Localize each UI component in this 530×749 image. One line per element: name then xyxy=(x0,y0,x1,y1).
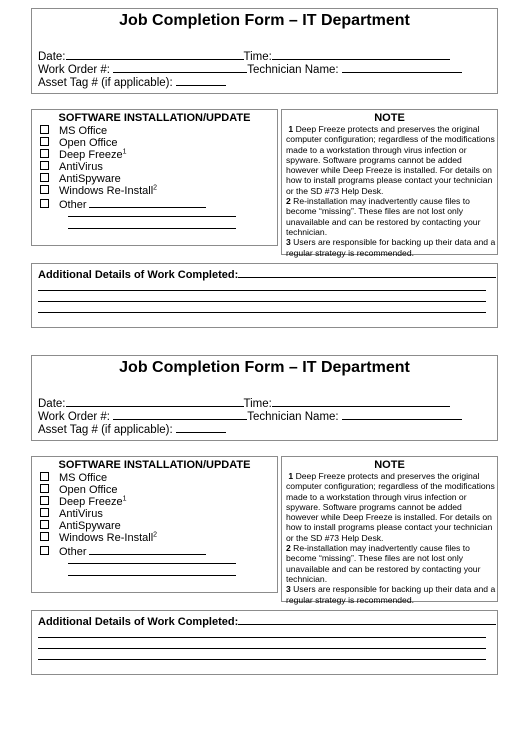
time-label: Time: xyxy=(243,398,272,410)
details-line[interactable] xyxy=(38,290,486,291)
software-item[interactable]: AntiVirus xyxy=(40,161,103,173)
date-label: Date: xyxy=(38,398,66,410)
checkbox[interactable] xyxy=(40,149,49,158)
checkbox[interactable] xyxy=(40,546,49,555)
date-field[interactable] xyxy=(66,396,244,407)
checkbox[interactable] xyxy=(40,185,49,194)
details-section xyxy=(31,263,498,328)
details-title: Additional Details of Work Completed: xyxy=(38,268,496,281)
form-copy-1 xyxy=(0,0,530,342)
other-field[interactable] xyxy=(89,544,206,555)
time-label: Time: xyxy=(243,51,272,63)
note-title: NOTE xyxy=(374,459,405,471)
note-item: 3 Users are responsible for backing up their data and a regular strategy is recommended. xyxy=(286,237,496,258)
note-item: 2 Re-installation may inadvertently cause files to become “missing”. These files are not lost only unavailable and can be restored by contacting your technician. xyxy=(286,196,481,237)
details-line[interactable] xyxy=(38,312,486,313)
software-item[interactable]: Open Office xyxy=(40,137,118,149)
header-section xyxy=(31,8,498,94)
note-body xyxy=(286,124,496,258)
time-field[interactable] xyxy=(272,396,450,407)
checkbox[interactable] xyxy=(40,532,49,541)
note-section xyxy=(281,456,498,605)
details-line[interactable] xyxy=(38,659,486,660)
asset-tag-label: Asset Tag # (if applicable): xyxy=(38,424,173,436)
checkbox[interactable] xyxy=(40,199,49,208)
checkbox[interactable] xyxy=(40,484,49,493)
software-section xyxy=(31,456,278,593)
checkbox[interactable] xyxy=(40,496,49,505)
other-line[interactable] xyxy=(68,575,236,576)
details-title: Additional Details of Work Completed: xyxy=(38,615,496,628)
form-copy-2 xyxy=(0,347,530,689)
note-section xyxy=(281,109,498,258)
checkbox[interactable] xyxy=(40,161,49,170)
note-item: 2 Re-installation may inadvertently cause files to become “missing”. These files are not lost only unavailable and can be restored by contacting your technician. xyxy=(286,543,481,584)
software-item[interactable]: Deep Freeze$^1$ xyxy=(40,496,127,508)
checkbox[interactable] xyxy=(40,137,49,146)
software-item[interactable]: MS Office xyxy=(40,125,107,137)
details-field[interactable] xyxy=(238,615,496,625)
checkbox[interactable] xyxy=(40,173,49,182)
other-line[interactable] xyxy=(68,563,236,564)
asset-tag-label: Asset Tag # (if applicable): xyxy=(38,77,173,89)
details-line[interactable] xyxy=(38,301,486,302)
details-section xyxy=(31,610,498,675)
details-field[interactable] xyxy=(238,268,496,278)
note-item: 3 Users are responsible for backing up their data and a regular strategy is recommended. xyxy=(286,584,496,605)
checkbox[interactable] xyxy=(40,472,49,481)
date-field[interactable] xyxy=(66,49,244,60)
time-field[interactable] xyxy=(272,49,450,60)
software-item-other[interactable]: Other xyxy=(40,197,206,211)
date-label: Date: xyxy=(38,51,66,63)
form-title: Job Completion Form – IT Department xyxy=(119,12,410,29)
asset-tag-row xyxy=(38,75,226,90)
technician-label: Technician Name: xyxy=(247,411,339,423)
other-line[interactable] xyxy=(68,216,236,217)
note-item: 1 Deep Freeze protects and preserves the original computer configuration; regardless of the modifications made to a workstation through virus infection or spyware. Software programs cannot be added however while Deep Freeze is installed. For details on how to install programs please contact your technician or the SD #73 Help Desk. xyxy=(286,124,495,196)
software-item[interactable]: AntiVirus xyxy=(40,508,103,520)
work-order-field[interactable] xyxy=(113,62,247,73)
work-order-label: Work Order #: xyxy=(38,64,110,76)
software-title: SOFTWARE INSTALLATION/UPDATE xyxy=(58,112,251,124)
checkbox[interactable] xyxy=(40,125,49,134)
details-line[interactable] xyxy=(38,648,486,649)
software-item[interactable]: Windows Re-Install$^2$ xyxy=(40,185,157,197)
other-line[interactable] xyxy=(68,228,236,229)
software-item[interactable]: AntiSpyware xyxy=(40,520,121,532)
note-item: 1 Deep Freeze protects and preserves the original computer configuration; regardless of the modifications made to a workstation through virus infection or spyware. Software programs cannot be added however while Deep Freeze is installed. For details on how to install programs please contact your technician or the SD #73 Help Desk. xyxy=(286,471,495,543)
checkbox[interactable] xyxy=(40,520,49,529)
details-line[interactable] xyxy=(38,637,486,638)
software-item[interactable]: MS Office xyxy=(40,472,107,484)
software-item[interactable]: Open Office xyxy=(40,484,118,496)
note-title: NOTE xyxy=(374,112,405,124)
form-title: Job Completion Form – IT Department xyxy=(119,359,410,376)
checkbox[interactable] xyxy=(40,508,49,517)
work-order-field[interactable] xyxy=(113,409,247,420)
note-body xyxy=(286,471,496,605)
software-title: SOFTWARE INSTALLATION/UPDATE xyxy=(58,459,251,471)
software-section xyxy=(31,109,278,246)
software-item[interactable]: Deep Freeze$^1$ xyxy=(40,149,127,161)
software-item[interactable]: Windows Re-Install$^2$ xyxy=(40,532,157,544)
header-section xyxy=(31,355,498,441)
asset-tag-field[interactable] xyxy=(176,75,226,86)
asset-tag-field[interactable] xyxy=(176,422,226,433)
work-order-label: Work Order #: xyxy=(38,411,110,423)
software-item-other[interactable]: Other xyxy=(40,544,206,558)
technician-field[interactable] xyxy=(342,409,462,420)
software-item[interactable]: AntiSpyware xyxy=(40,173,121,185)
technician-label: Technician Name: xyxy=(247,64,339,76)
technician-field[interactable] xyxy=(342,62,462,73)
other-field[interactable] xyxy=(89,197,206,208)
asset-tag-row xyxy=(38,422,226,437)
